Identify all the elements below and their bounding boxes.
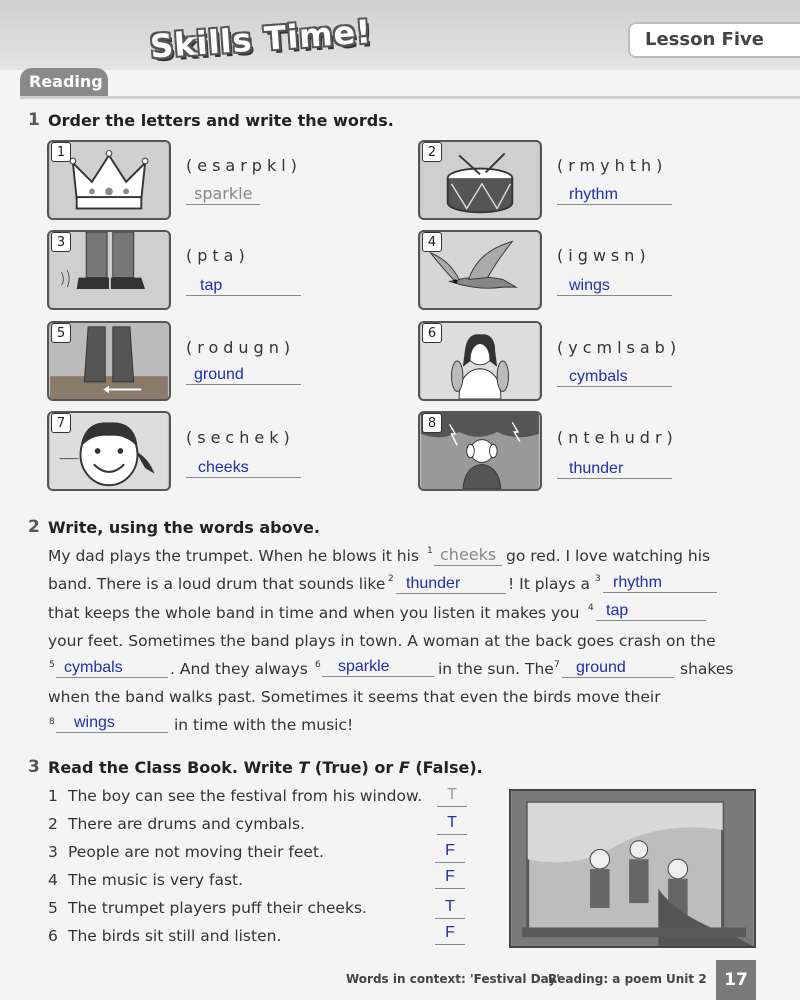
answer-text: ground xyxy=(194,366,244,383)
blank-answer: rhythm xyxy=(613,574,662,591)
blank-number: 3 xyxy=(595,574,601,584)
exercise-instruction: Write, using the words above. xyxy=(48,518,320,537)
answer-field[interactable] xyxy=(186,364,301,385)
paragraph-line: in time with the music! xyxy=(174,716,354,734)
page-title: Skills Time! xyxy=(148,12,373,66)
true-false-field[interactable]: T xyxy=(435,898,465,919)
paragraph-line: in the sun. The xyxy=(438,660,554,678)
blank-field[interactable] xyxy=(603,572,717,593)
paragraph-line: My dad plays the trumpet. When he blows it his xyxy=(48,547,419,565)
footer-reading: Reading: a poem xyxy=(548,972,663,986)
blank-field[interactable] xyxy=(322,656,434,677)
answer-text: wings xyxy=(569,277,610,294)
blank-answer: sparkle xyxy=(338,658,390,675)
picture-number: 7 xyxy=(51,413,71,433)
blank-number: 7 xyxy=(554,660,560,670)
blank-answer: wings xyxy=(74,714,115,731)
scrambled-letters: (rmyhth) xyxy=(557,156,668,175)
answer-field[interactable] xyxy=(557,366,672,387)
answer-text: rhythm xyxy=(569,186,618,203)
paragraph-line: shakes xyxy=(680,660,734,678)
blank-number: 8 xyxy=(49,717,55,727)
statement-number: 2 xyxy=(48,815,58,833)
blank-field[interactable] xyxy=(56,712,168,733)
answer-text: tap xyxy=(200,277,223,294)
paragraph-line: your feet. Sometimes the band plays in town. A woman at the back goes crash on the xyxy=(48,632,716,650)
true-false-field[interactable]: T xyxy=(437,814,467,835)
statement-number: 1 xyxy=(48,787,58,805)
statement-text: The birds sit still and listen. xyxy=(68,927,282,945)
picture-number: 6 xyxy=(422,323,442,343)
exercise-number: 2 xyxy=(28,517,40,537)
scrambled-letters: (ycmlsab) xyxy=(557,338,682,357)
blank-field[interactable] xyxy=(434,545,502,566)
scrambled-letters: (rodugn) xyxy=(186,338,296,357)
true-false-field[interactable]: F xyxy=(435,842,465,863)
scrambled-letters: (sechek) xyxy=(186,428,295,447)
answer-field[interactable] xyxy=(557,184,672,205)
answer-field[interactable] xyxy=(186,275,301,296)
answer-text: cymbals xyxy=(569,368,628,385)
picture-number: 8 xyxy=(422,413,442,433)
blank-field[interactable] xyxy=(396,573,506,594)
blank-number: 1 xyxy=(427,546,433,556)
statement-text: The music is very fast. xyxy=(68,871,244,889)
answer-field[interactable] xyxy=(557,458,672,479)
page-number: 17 xyxy=(716,960,756,1000)
blank-number: 6 xyxy=(315,660,321,670)
blank-answer: thunder xyxy=(406,575,461,592)
scrambled-letters: (esarpkl) xyxy=(186,156,302,175)
paragraph-line: go red. I love watching his xyxy=(506,547,711,565)
blank-number: 4 xyxy=(588,603,594,613)
true-letter: T xyxy=(298,758,310,777)
section-label: Reading xyxy=(29,72,103,91)
exercise-instruction: Order the letters and write the words. xyxy=(48,111,394,130)
statement-number: 5 xyxy=(48,899,58,917)
statement-text: There are drums and cymbals. xyxy=(68,815,305,833)
footer-context: Words in context: 'Festival Day' xyxy=(346,972,560,986)
scrambled-letters: (ntehudr) xyxy=(557,428,678,447)
exercise-instruction xyxy=(48,758,483,777)
answer-text: thunder xyxy=(569,460,624,477)
festival-window-picture xyxy=(509,789,756,948)
scrambled-letters: (igwsn) xyxy=(557,246,651,265)
statement-number: 6 xyxy=(48,927,58,945)
paragraph-line: that keeps the whole band in time and when you listen it makes you xyxy=(48,604,580,622)
answer-field[interactable] xyxy=(557,275,672,296)
picture-number: 5 xyxy=(51,323,71,343)
exercise-number: 3 xyxy=(28,757,40,777)
blank-number: 2 xyxy=(388,574,394,584)
blank-answer: cheeks xyxy=(440,545,497,564)
footer-unit: Unit 2 xyxy=(666,972,707,986)
scrambled-letters: (pta) xyxy=(186,246,250,265)
statement-text: People are not moving their feet. xyxy=(68,843,324,861)
instruction-text: (True) or xyxy=(314,758,394,777)
instruction-text: Read the Class Book. Write xyxy=(48,758,293,777)
blank-field[interactable] xyxy=(596,600,706,621)
picture-number: 1 xyxy=(51,142,71,162)
picture-number: 3 xyxy=(51,232,71,252)
statement-number: 4 xyxy=(48,871,58,889)
paragraph-line: . And they always xyxy=(170,660,308,678)
blank-field[interactable] xyxy=(56,657,168,678)
picture-number: 4 xyxy=(422,232,442,252)
exercise-number: 1 xyxy=(28,110,40,130)
statement-number: 3 xyxy=(48,843,58,861)
answer-text: cheeks xyxy=(198,459,249,476)
blank-field[interactable] xyxy=(562,657,674,678)
true-false-field[interactable]: F xyxy=(435,868,465,889)
paragraph-line: ! It plays a xyxy=(508,575,591,593)
true-false-field[interactable]: F xyxy=(435,924,465,945)
picture-number: 2 xyxy=(422,142,442,162)
answer-field[interactable] xyxy=(186,184,260,205)
blank-number: 5 xyxy=(49,660,55,670)
instruction-text: (False). xyxy=(415,758,483,777)
false-letter: F xyxy=(398,758,410,777)
blank-answer: ground xyxy=(576,659,626,676)
answer-field[interactable] xyxy=(186,457,301,478)
blank-answer: tap xyxy=(606,602,629,619)
paragraph-line: band. There is a loud drum that sounds like xyxy=(48,575,386,593)
blank-answer: cymbals xyxy=(64,659,123,676)
statement-text: The trumpet players puff their cheeks. xyxy=(68,899,367,917)
paragraph-line: when the band walks past. Sometimes it seems that even the birds move their xyxy=(48,688,661,706)
section-divider xyxy=(20,96,800,99)
answer-text: sparkle xyxy=(194,184,253,203)
lesson-label: Lesson Five xyxy=(645,29,764,50)
true-false-field[interactable]: T xyxy=(437,786,467,807)
statement-text: The boy can see the festival from his window. xyxy=(68,787,423,805)
